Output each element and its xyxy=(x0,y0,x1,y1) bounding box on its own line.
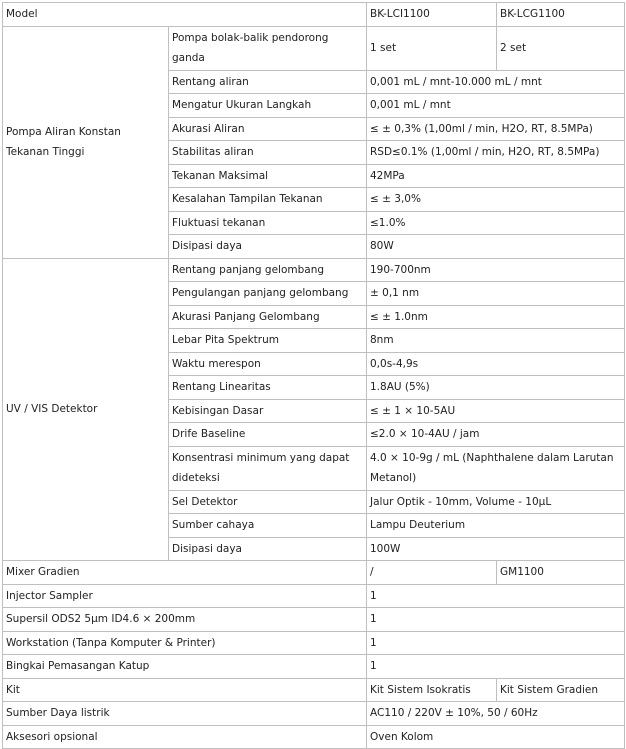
extra-value: 1 xyxy=(367,608,625,632)
param-cell: Tekanan Maksimal xyxy=(169,164,367,188)
power-value: AC110 / 220V ± 10%, 50 / 60Hz xyxy=(367,702,625,726)
value-cell: ≤ ± 0,3% (1,00ml / min, H2O, RT, 8.5MPa) xyxy=(367,117,625,141)
table-row xyxy=(3,561,625,585)
param-cell: Sumber cahaya xyxy=(169,514,367,538)
value-cell: 100W xyxy=(367,537,625,561)
kit-label: Kit xyxy=(3,678,367,702)
mixer-lcg: GM1100 xyxy=(497,561,625,585)
model-label: Model xyxy=(3,3,367,27)
param-cell: Rentang panjang gelombang xyxy=(169,258,367,282)
kit-lci: Kit Sistem Isokratis xyxy=(367,678,497,702)
extra-label: Workstation (Tanpa Komputer & Printer) xyxy=(3,631,367,655)
table-row xyxy=(3,258,625,282)
param-cell: Konsentrasi minimum yang dapat dideteksi xyxy=(169,446,367,490)
param-cell: Lebar Pita Spektrum xyxy=(169,329,367,353)
param-cell: Waktu merespon xyxy=(169,352,367,376)
value-cell: ≤ ± 3,0% xyxy=(367,188,625,212)
value-cell: RSD≤0.1% (1,00ml / min, H2O, RT, 8.5MPa) xyxy=(367,141,625,165)
param-cell: Stabilitas aliran xyxy=(169,141,367,165)
pump-group-label: Pompa Aliran Konstan Tekanan Tinggi xyxy=(3,26,169,258)
table-row xyxy=(3,631,625,655)
table-row xyxy=(3,725,625,749)
value-cell: ± 0,1 nm xyxy=(367,282,625,306)
value-cell: 190-700nm xyxy=(367,258,625,282)
model-lcg: BK-LCG1100 xyxy=(497,3,625,27)
param-cell: Akurasi Aliran xyxy=(169,117,367,141)
table-row xyxy=(3,3,625,27)
power-label: Sumber Daya listrik xyxy=(3,702,367,726)
extra-label: Injector Sampler xyxy=(3,584,367,608)
value-cell: 0,001 mL / mnt xyxy=(367,94,625,118)
value-cell: ≤ ± 1.0nm xyxy=(367,305,625,329)
param-cell: Rentang Linearitas xyxy=(169,376,367,400)
param-cell: Disipasi daya xyxy=(169,235,367,259)
kit-lcg: Kit Sistem Gradien xyxy=(497,678,625,702)
param-cell: Akurasi Panjang Gelombang xyxy=(169,305,367,329)
value-cell: 0,0s-4,9s xyxy=(367,352,625,376)
value-cell: 0,001 mL / mnt-10.000 mL / mnt xyxy=(367,70,625,94)
extra-label: Bingkai Pemasangan Katup xyxy=(3,655,367,679)
value-cell: ≤2.0 × 10-4AU / jam xyxy=(367,423,625,447)
param-cell: Fluktuasi tekanan xyxy=(169,211,367,235)
extra-label: Supersil ODS2 5μm ID4.6 × 200mm xyxy=(3,608,367,632)
value-cell: 80W xyxy=(367,235,625,259)
value-cell: 42MPa xyxy=(367,164,625,188)
extra-value: 1 xyxy=(367,655,625,679)
value-lcg: 2 set xyxy=(497,26,625,70)
param-cell: Kebisingan Dasar xyxy=(169,399,367,423)
param-cell: Drife Baseline xyxy=(169,423,367,447)
table-row xyxy=(3,702,625,726)
value-cell: 4.0 × 10-9g / mL (Naphthalene dalam Larutan Metanol) xyxy=(367,446,625,490)
extra-value: 1 xyxy=(367,631,625,655)
table-row xyxy=(3,584,625,608)
mixer-lci: / xyxy=(367,561,497,585)
table-row xyxy=(3,26,625,70)
value-cell: 1.8AU (5%) xyxy=(367,376,625,400)
table-row xyxy=(3,608,625,632)
param-cell: Sel Detektor xyxy=(169,490,367,514)
table-row xyxy=(3,678,625,702)
value-cell: Jalur Optik - 10mm, Volume - 10μL xyxy=(367,490,625,514)
extra-value: 1 xyxy=(367,584,625,608)
value-cell: 8nm xyxy=(367,329,625,353)
param-cell: Disipasi daya xyxy=(169,537,367,561)
value-lci: 1 set xyxy=(367,26,497,70)
model-lci: BK-LCI1100 xyxy=(367,3,497,27)
value-cell: Lampu Deuterium xyxy=(367,514,625,538)
table-row xyxy=(3,655,625,679)
param-cell: Mengatur Ukuran Langkah xyxy=(169,94,367,118)
detector-group-label: UV / VIS Detektor xyxy=(3,258,169,561)
mixer-label: Mixer Gradien xyxy=(3,561,367,585)
spec-table xyxy=(2,2,625,749)
param-cell: Pompa bolak-balik pendorong ganda xyxy=(169,26,367,70)
param-cell: Kesalahan Tampilan Tekanan xyxy=(169,188,367,212)
value-cell: ≤ ± 1 × 10-5AU xyxy=(367,399,625,423)
value-cell: ≤1.0% xyxy=(367,211,625,235)
param-cell: Rentang aliran xyxy=(169,70,367,94)
optional-label: Aksesori opsional xyxy=(3,725,367,749)
optional-value: Oven Kolom xyxy=(367,725,625,749)
param-cell: Pengulangan panjang gelombang xyxy=(169,282,367,306)
